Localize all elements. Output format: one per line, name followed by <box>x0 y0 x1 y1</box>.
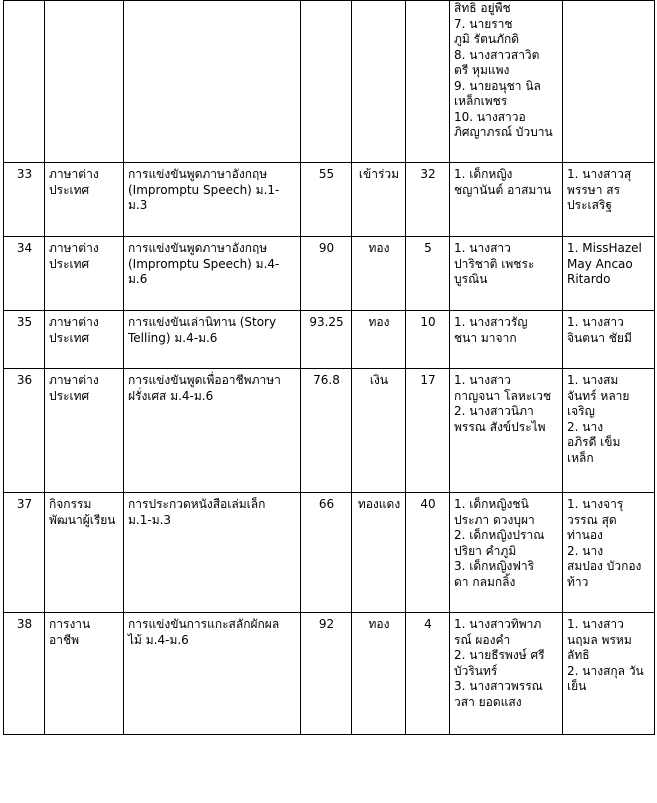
activity-cell <box>124 163 301 237</box>
group-line: พัฒนาผู้เรียน <box>49 512 116 527</box>
rank-cell: 5 <box>406 237 450 311</box>
teachers-line: 1. นางสาว <box>567 617 624 631</box>
teachers-line: สมปอง บัวกอง <box>567 559 642 573</box>
students-line: ปริยา คำภูมิ <box>454 543 517 558</box>
teachers-line: เย็น <box>567 679 587 693</box>
group-cell <box>45 1 124 163</box>
teachers-line: เจริญ <box>567 404 595 418</box>
teachers-line: 1. นางจารุ <box>567 497 624 511</box>
table-row <box>4 613 655 735</box>
activity-line: การแข่งขันเล่านิทาน (Story <box>128 315 277 329</box>
teachers-line: 2. นาง <box>567 419 604 434</box>
student-line: 8. นางสาวสาวิต <box>454 47 540 62</box>
activity-cell <box>124 1 301 163</box>
students-line: 1. นางสาวรัญ <box>454 315 528 329</box>
score-cell: 92 <box>301 613 352 735</box>
teachers-line: 2. นาง <box>567 543 604 558</box>
teachers-line: ท่านอง <box>567 528 603 542</box>
score-cell <box>301 1 352 163</box>
activity-cell <box>124 493 301 613</box>
group-cell <box>45 311 124 369</box>
medal-cell: ทองแดง <box>352 493 406 613</box>
teachers-line: เหล็ก <box>567 450 594 465</box>
group-line: อาชีพ <box>49 632 79 647</box>
rank-cell: 17 <box>406 369 450 493</box>
no-cell: 35 <box>4 311 45 369</box>
medal-cell <box>352 1 406 163</box>
table-row <box>4 369 655 493</box>
activity-line: ฝรั่งเศส ม.4-ม.6 <box>128 388 214 403</box>
group-line: กิจกรรม <box>49 497 92 511</box>
activity-line: การแข่งขันพูดภาษาอังกฤษ <box>128 167 268 181</box>
students-line: 1. นางสาว <box>454 241 511 255</box>
students-line: 2. นางสาวนิภา <box>454 404 534 418</box>
activity-cell <box>124 369 301 493</box>
medal-cell: ทอง <box>352 613 406 735</box>
student-line: เหล็กเพชร <box>454 94 508 108</box>
student-line: 9. นายอนุชา นิล <box>454 78 541 93</box>
activity-line: การประกวดหนังสือเล่มเล็ก <box>128 497 266 511</box>
no-cell: 38 <box>4 613 45 735</box>
score-cell: 55 <box>301 163 352 237</box>
students-line: บัวรินทร์ <box>454 663 498 678</box>
students-line: 1. นางสาว <box>454 373 511 387</box>
student-line: ภูมิ รัตนภักดิ <box>454 32 520 46</box>
group-line: ประเทศ <box>49 256 90 271</box>
medal-cell: เงิน <box>352 369 406 493</box>
activity-line: ม.6 <box>128 272 148 286</box>
students-line: 1. นางสาวทิพาภ <box>454 617 542 631</box>
students-line: 1. เด็กหญิงชนิ <box>454 497 529 511</box>
score-cell: 93.25 <box>301 311 352 369</box>
students-line: 1. เด็กหญิง <box>454 167 513 181</box>
teachers-cell <box>563 311 655 369</box>
students-line: 2. เด็กหญิงปราณ <box>454 528 545 542</box>
teachers-line: 1. MissHazel <box>567 241 642 255</box>
students-line: 2. นายธีรพงษ์ ศรี <box>454 648 545 662</box>
teachers-cell <box>563 1 655 163</box>
students-line: วสา ยอดแสง <box>454 694 522 709</box>
group-cell <box>45 369 124 493</box>
group-line: ภาษาต่าง <box>49 315 99 329</box>
score-cell: 76.8 <box>301 369 352 493</box>
group-cell <box>45 493 124 613</box>
group-cell <box>45 613 124 735</box>
table-row <box>4 1 655 163</box>
teachers-line: 1. นางสาว <box>567 315 624 329</box>
teachers-line: อภิรดี เข็ม <box>567 435 621 449</box>
rank-cell: 32 <box>406 163 450 237</box>
group-cell <box>45 237 124 311</box>
medal-cell: ทอง <box>352 311 406 369</box>
students-line: 3. เด็กหญิงฟาริ <box>454 559 535 573</box>
student-line: 10. นางสาวอ <box>454 109 526 124</box>
students-line: รณ์ ผองคำ <box>454 632 511 647</box>
rank-cell: 40 <box>406 493 450 613</box>
group-cell <box>45 163 124 237</box>
table-row <box>4 311 655 369</box>
students-line: ดา กลมกลิ้ง <box>454 574 516 589</box>
no-cell: 34 <box>4 237 45 311</box>
score-cell: 66 <box>301 493 352 613</box>
students-line: พรรณ สังข์ประไพ <box>454 419 546 434</box>
teachers-line: ท้าว <box>567 574 589 589</box>
teachers-cell <box>563 369 655 493</box>
students-cell <box>450 369 563 493</box>
table-row <box>4 163 655 237</box>
students-line: กาญจนา โลหะเวช <box>454 388 552 403</box>
teachers-cell <box>563 613 655 735</box>
activity-line: ไม้ ม.4-ม.6 <box>128 632 189 647</box>
activity-line: (Impromptu Speech) ม.1- <box>128 182 280 197</box>
students-cell <box>450 311 563 369</box>
rank-cell <box>406 1 450 163</box>
no-cell <box>4 1 45 163</box>
teachers-line: ลัทธิ <box>567 648 590 662</box>
table-row <box>4 493 655 613</box>
group-line: ภาษาต่าง <box>49 373 99 387</box>
no-cell: 37 <box>4 493 45 613</box>
medal-cell: ทอง <box>352 237 406 311</box>
students-line: ประภา ดวงบุผา <box>454 512 535 527</box>
students-line: ชนา มาจาก <box>454 330 517 345</box>
teachers-cell <box>563 163 655 237</box>
students-line: ชญานันต์ อาสมาน <box>454 182 552 197</box>
teachers-line: จันทร์ หลาย <box>567 388 630 403</box>
group-line: ประเทศ <box>49 330 90 345</box>
students-line: บูรณิน <box>454 272 488 286</box>
students-cell <box>450 613 563 735</box>
group-line: ภาษาต่าง <box>49 167 99 181</box>
no-cell: 33 <box>4 163 45 237</box>
teachers-line: ประเสริฐ <box>567 198 612 212</box>
rank-cell: 10 <box>406 311 450 369</box>
activity-line: (Impromptu Speech) ม.4- <box>128 256 280 271</box>
group-line: การงาน <box>49 617 91 631</box>
teachers-cell <box>563 493 655 613</box>
teachers-line: นฤมล พรหม <box>567 632 632 647</box>
activity-line: ม.1-ม.3 <box>128 512 172 527</box>
medal-cell: เข้าร่วม <box>352 163 406 237</box>
group-line: ประเทศ <box>49 182 90 197</box>
activity-line: Telling) ม.4-ม.6 <box>128 330 218 345</box>
student-line: ตรี หุมแพง <box>454 63 510 77</box>
teachers-line: 1. นางสม <box>567 373 619 387</box>
activity-line: ม.3 <box>128 198 148 212</box>
students-line: 3. นางสาวพรรณ <box>454 679 543 693</box>
table-row <box>4 237 655 311</box>
teachers-line: พรรษา สร <box>567 182 621 197</box>
students-cell <box>450 163 563 237</box>
activity-line: การแข่งขันพูดภาษาอังกฤษ <box>128 241 268 255</box>
group-line: ภาษาต่าง <box>49 241 99 255</box>
activity-cell <box>124 311 301 369</box>
activity-cell <box>124 613 301 735</box>
students-cell <box>450 1 563 163</box>
activity-line: การแข่งขันการแกะสลักผักผล <box>128 617 280 631</box>
activity-line: การแข่งขันพูดเพื่ออาชีพภาษา <box>128 373 281 387</box>
rank-cell: 4 <box>406 613 450 735</box>
student-line: สิทธิ อยู่พืช <box>454 1 511 15</box>
students-line: ปาริชาติ เพชระ <box>454 256 535 271</box>
teachers-line: จินตนา ชัยมี <box>567 330 632 345</box>
no-cell: 36 <box>4 369 45 493</box>
students-cell <box>450 237 563 311</box>
teachers-line: วรรณ สุด <box>567 512 617 527</box>
teachers-line: Ritardo <box>567 272 611 286</box>
student-line: 7. นายราช <box>454 16 513 31</box>
activity-cell <box>124 237 301 311</box>
students-cell <box>450 493 563 613</box>
student-line: ภิศญาภรณ์ บัวบาน <box>454 125 553 139</box>
group-line: ประเทศ <box>49 388 90 403</box>
teachers-line: May Ancao <box>567 256 633 271</box>
teachers-line: 2. นางสกุล วัน <box>567 663 644 678</box>
teachers-line: 1. นางสาวสุ <box>567 167 632 181</box>
score-cell: 90 <box>301 237 352 311</box>
teachers-cell <box>563 237 655 311</box>
results-table <box>3 0 655 735</box>
